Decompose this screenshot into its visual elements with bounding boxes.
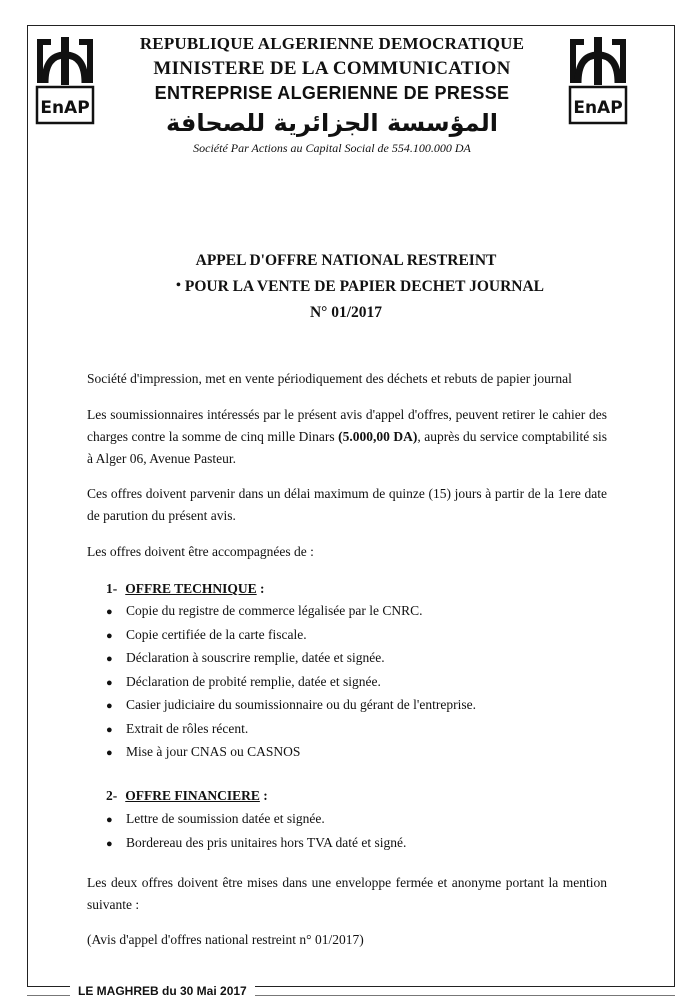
list-item-text: Copie du registre de commerce légalisée par le CNRC. (126, 603, 423, 618)
bullet-icon: ● (106, 747, 113, 759)
bullet-icon: ● (106, 629, 113, 642)
source-footer: LE MAGHREB du 30 Mai 2017 (70, 984, 255, 998)
section-title: OFFRE FINANCIERE (125, 788, 260, 803)
bullet-icon: ● (106, 837, 113, 850)
enap-logo-left (35, 33, 95, 125)
bullet-icon: ● (106, 676, 113, 689)
list-item-text: Bordereau des pris unitaires hors TVA daté et signé. (126, 834, 407, 850)
header-arabic-name: المؤسسة الجزائرية للصحافة (166, 109, 498, 137)
specifications-text-1: Les soumissionnaires intéressés par le présent avis d'appel d'offres, peuvent retirer le cahier des charges contre la somme de cinq mille Dinars (87, 407, 607, 444)
envelope-mention: (Avis d'appel d'offres national restreint n° 01/2017) (87, 932, 364, 947)
section-technical-offer (106, 581, 265, 597)
list-item-text: Mise à jour CNAS ou CASNOS (126, 744, 301, 759)
list-item-text: Lettre de soumission datée et signée. (126, 811, 325, 826)
notice-title: APPEL D'OFFRE NATIONAL RESTREINT (195, 252, 497, 269)
section-suffix: : (259, 788, 268, 803)
header-enterprise: ENTREPRISE ALGERIENNE DE PRESSE (154, 83, 510, 103)
notice-subtitle-text: POUR LA VENTE DE PAPIER DECHET JOURNAL (184, 278, 545, 295)
svg-text:EnAP: EnAP (40, 98, 90, 118)
specifications-text-2: , auprès du service comptabilité sis à Alger 06, Avenue Pasteur. (87, 429, 607, 466)
title-bullet: • (175, 278, 181, 293)
header-capital: Société Par Actions au Capital Social de 554.100.000 DA (193, 141, 471, 155)
bullet-icon: ● (106, 653, 113, 665)
list-item (106, 599, 476, 623)
list-item (106, 717, 476, 741)
list-item (106, 646, 476, 670)
requirements-intro: Les offres doivent être accompagnées de : (87, 544, 314, 559)
list-item (106, 807, 406, 831)
notice-subtitle (110, 278, 610, 296)
list-item (106, 740, 476, 764)
list-item-text: Copie certifiée de la carte fiscale. (126, 626, 307, 642)
financial-offer-list (106, 807, 406, 854)
list-item (106, 831, 406, 855)
list-item (106, 623, 476, 647)
header-ministry: MINISTERE DE LA COMMUNICATION (153, 58, 511, 79)
section-suffix: : (256, 581, 265, 596)
section-title: OFFRE TECHNIQUE (125, 581, 257, 596)
list-item-text: Casier judiciaire du soumissionnaire ou du gérant de l'entreprise. (126, 697, 476, 712)
list-item (106, 693, 476, 717)
section-number: 1- (106, 581, 118, 596)
list-item-text: Déclaration à souscrire remplie, datée et signée. (126, 650, 385, 665)
specifications-price: (5.000,00 DA) (338, 429, 418, 444)
bullet-icon: ● (106, 700, 113, 712)
specifications-paragraph (87, 404, 607, 470)
section-number: 2- (106, 788, 118, 803)
enap-logo-right (568, 33, 628, 125)
envelope-paragraph: Les deux offres doivent être mises dans une enveloppe fermée et anonyme portant la mention suivante : (87, 875, 607, 912)
svg-text:EnAP: EnAP (573, 98, 623, 118)
notice-number: N° 01/2017 (309, 304, 383, 321)
technical-offer-list (106, 599, 476, 764)
deadline-paragraph: Ces offres doivent parvenir dans un délai maximum de quinze (15) jours à partir de la 1ere date de parution du présent avis. (87, 486, 607, 523)
intro-paragraph: Société d'impression, met en vente périodiquement des déchets et rebuts de papier journal (87, 371, 572, 386)
section-financial-offer (106, 788, 268, 804)
bullet-icon: ● (106, 606, 113, 618)
list-item-text: Déclaration de probité remplie, datée et signée. (126, 673, 381, 689)
header-republic: REPUBLIQUE ALGERIENNE DEMOCRATIQUE (139, 34, 525, 53)
bullet-icon: ● (106, 723, 113, 736)
list-item-text: Extrait de rôles récent. (126, 720, 249, 736)
list-item (106, 670, 476, 694)
bullet-icon: ● (106, 814, 113, 826)
